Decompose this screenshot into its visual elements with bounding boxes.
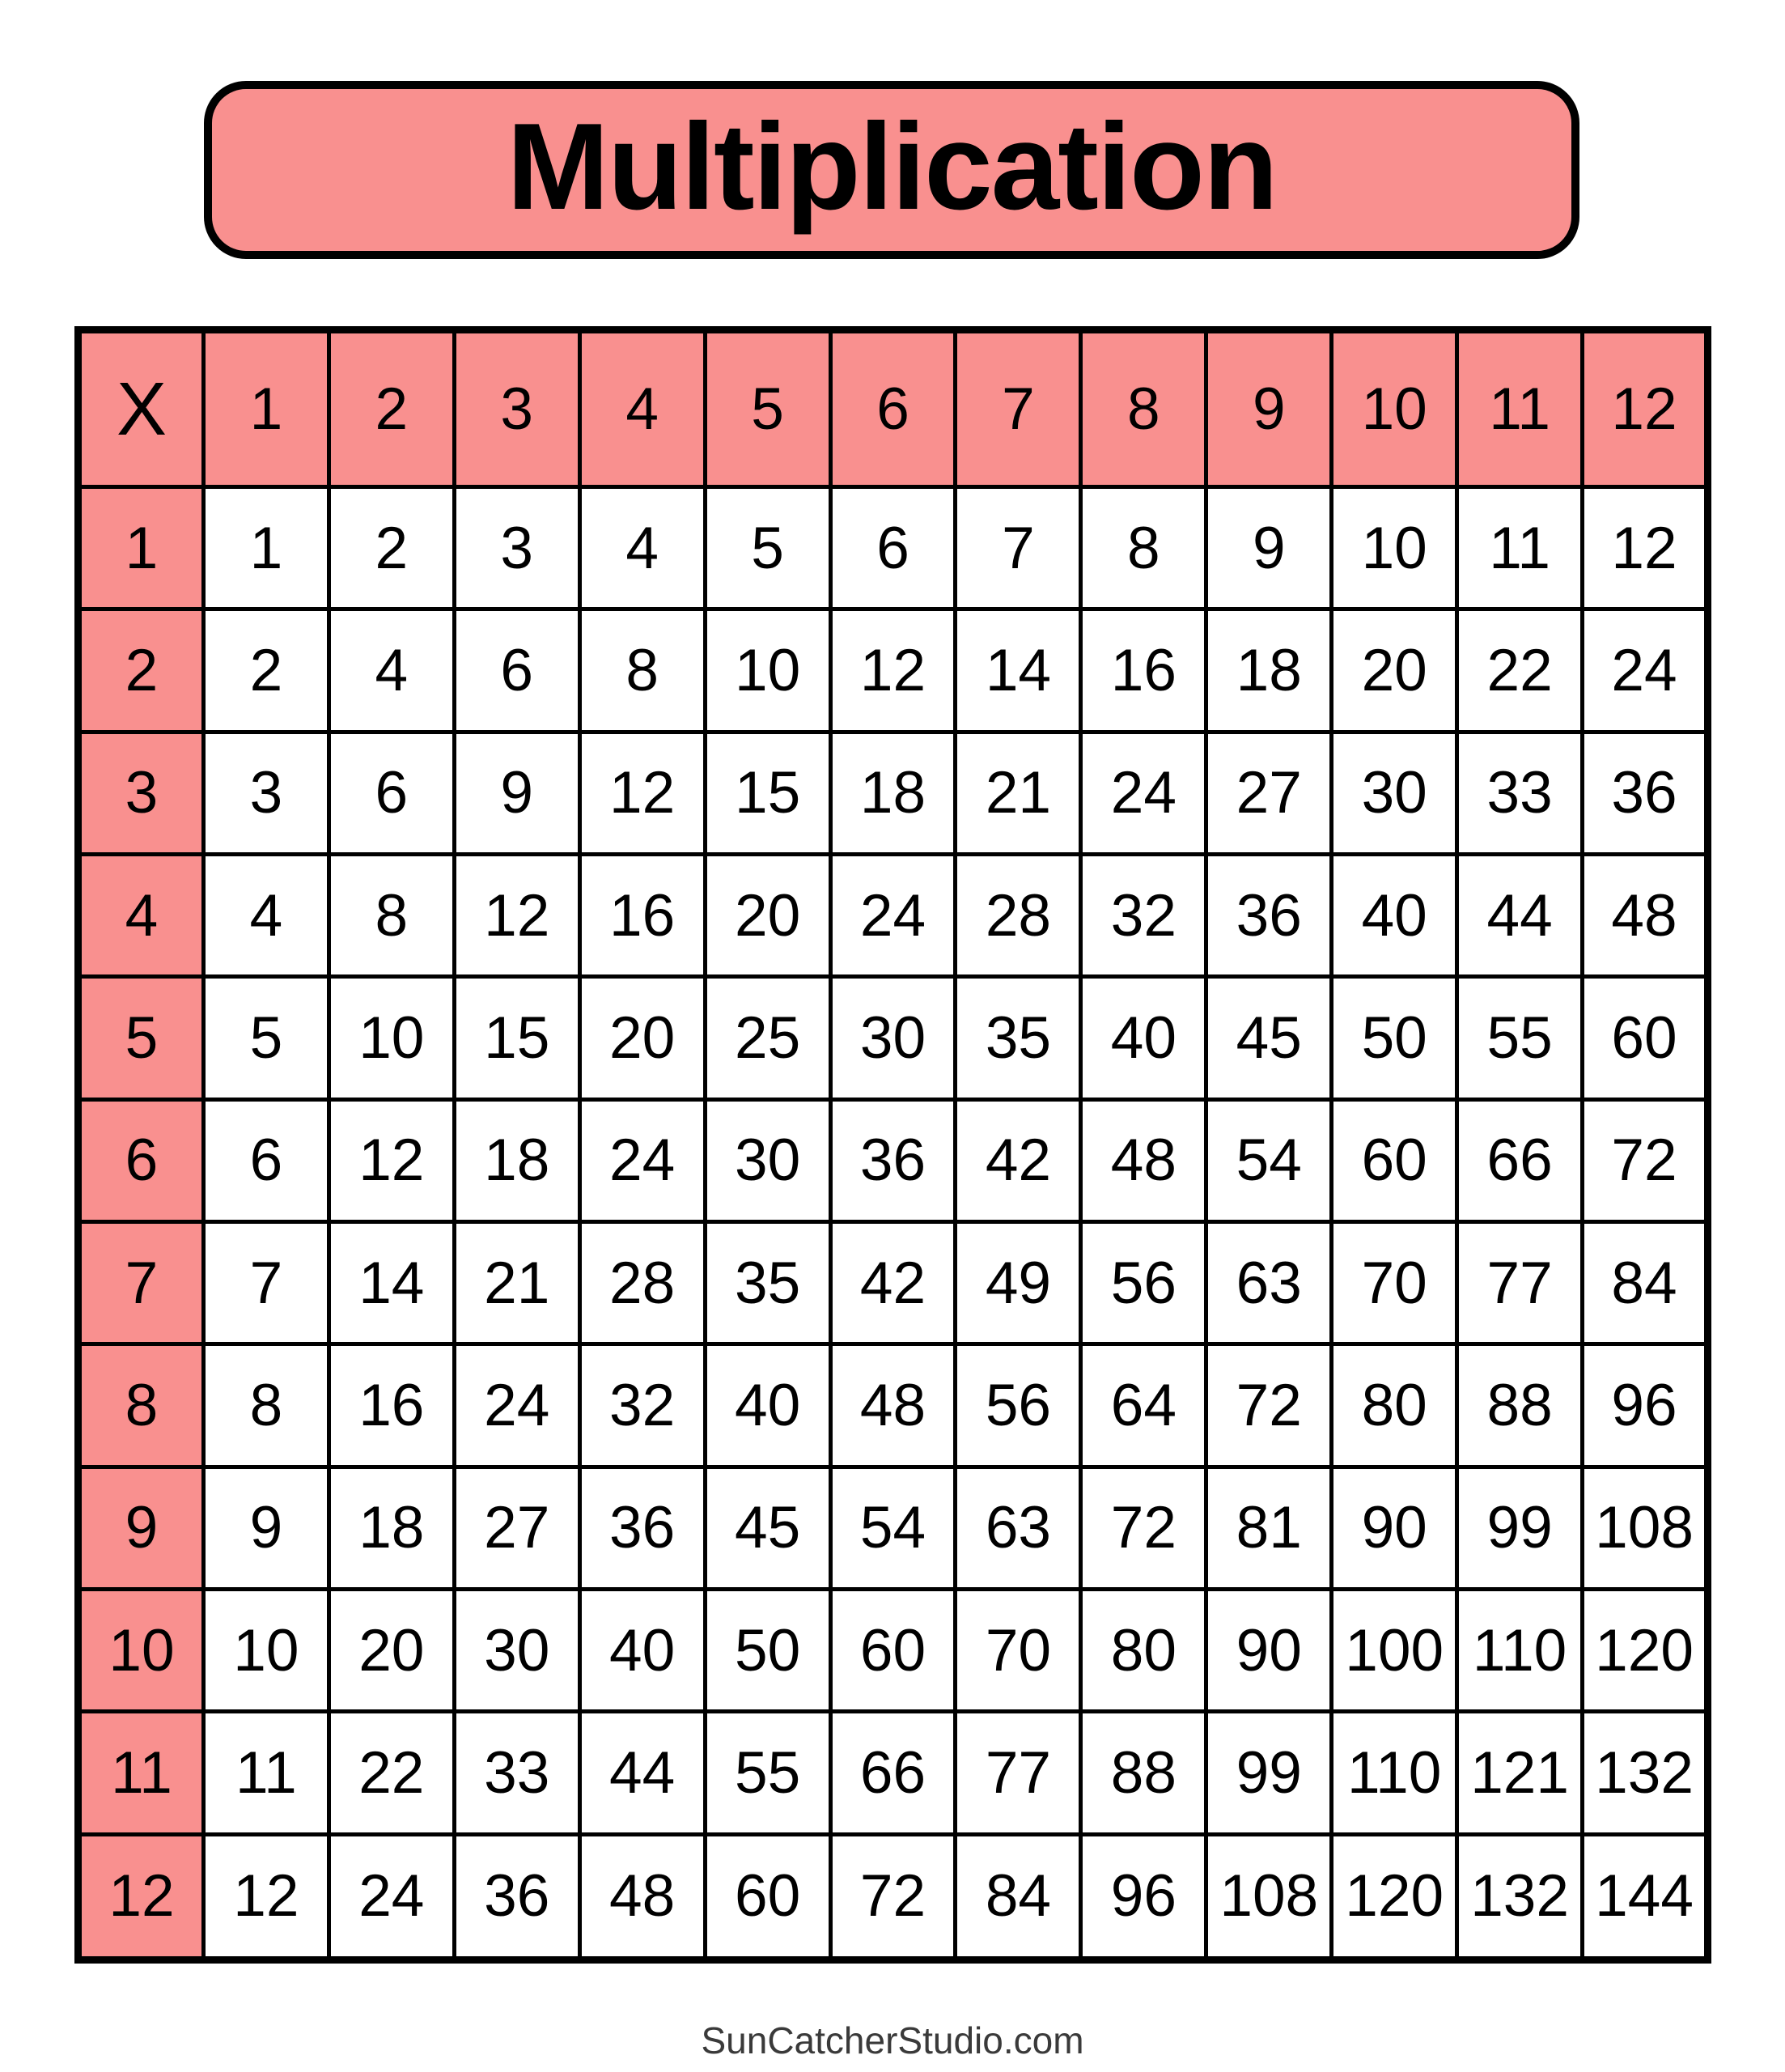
product-cell: 40: [579, 1589, 705, 1711]
product-cell: 12: [830, 609, 956, 732]
product-cell: 63: [1206, 1221, 1332, 1344]
column-header-cell: 2: [329, 330, 454, 487]
product-cell: 12: [579, 732, 705, 854]
product-cell: 28: [579, 1221, 705, 1344]
table-row: [78, 1099, 1708, 1221]
product-cell: 42: [956, 1099, 1081, 1221]
product-cell: 3: [203, 732, 329, 854]
row-header-cell: 4: [78, 855, 204, 977]
product-cell: 110: [1332, 1712, 1457, 1834]
product-cell: 33: [1457, 732, 1583, 854]
product-cell: 72: [830, 1834, 956, 1959]
column-header-cell: 11: [1457, 330, 1583, 487]
product-cell: 55: [1457, 977, 1583, 1099]
product-cell: 24: [1583, 609, 1708, 732]
product-cell: 32: [579, 1344, 705, 1467]
product-cell: 8: [1081, 487, 1206, 609]
product-cell: 56: [1081, 1221, 1206, 1344]
product-cell: 9: [1206, 487, 1332, 609]
table-row: [78, 1834, 1708, 1959]
product-cell: 40: [1081, 977, 1206, 1099]
product-cell: 42: [830, 1221, 956, 1344]
table-row: [78, 1712, 1708, 1834]
product-cell: 14: [329, 1221, 454, 1344]
product-cell: 8: [579, 609, 705, 732]
product-cell: 24: [830, 855, 956, 977]
product-cell: 120: [1332, 1834, 1457, 1959]
row-header-cell: 11: [78, 1712, 204, 1834]
row-header-cell: 8: [78, 1344, 204, 1467]
product-cell: 50: [1332, 977, 1457, 1099]
product-cell: 48: [1081, 1099, 1206, 1221]
product-cell: 6: [203, 1099, 329, 1221]
product-cell: 3: [454, 487, 579, 609]
product-cell: 2: [203, 609, 329, 732]
product-cell: 144: [1583, 1834, 1708, 1959]
product-cell: 10: [329, 977, 454, 1099]
product-cell: 80: [1081, 1589, 1206, 1711]
product-cell: 4: [329, 609, 454, 732]
product-cell: 12: [454, 855, 579, 977]
product-cell: 60: [1332, 1099, 1457, 1221]
product-cell: 70: [956, 1589, 1081, 1711]
product-cell: 21: [454, 1221, 579, 1344]
product-cell: 44: [579, 1712, 705, 1834]
table-row: [78, 977, 1708, 1099]
product-cell: 30: [454, 1589, 579, 1711]
product-cell: 99: [1206, 1712, 1332, 1834]
column-header-cell: 8: [1081, 330, 1206, 487]
column-header-cell: 10: [1332, 330, 1457, 487]
product-cell: 48: [830, 1344, 956, 1467]
product-cell: 18: [329, 1467, 454, 1589]
product-cell: 80: [1332, 1344, 1457, 1467]
product-cell: 72: [1206, 1344, 1332, 1467]
product-cell: 72: [1583, 1099, 1708, 1221]
product-cell: 96: [1081, 1834, 1206, 1959]
product-cell: 5: [705, 487, 830, 609]
product-cell: 132: [1583, 1712, 1708, 1834]
product-cell: 30: [705, 1099, 830, 1221]
product-cell: 6: [329, 732, 454, 854]
product-cell: 90: [1332, 1467, 1457, 1589]
row-header-cell: 12: [78, 1834, 204, 1959]
product-cell: 40: [1332, 855, 1457, 977]
product-cell: 96: [1583, 1344, 1708, 1467]
row-header-cell: 7: [78, 1221, 204, 1344]
product-cell: 77: [1457, 1221, 1583, 1344]
product-cell: 45: [1206, 977, 1332, 1099]
product-cell: 14: [956, 609, 1081, 732]
table-row: [78, 1344, 1708, 1467]
row-header-cell: 5: [78, 977, 204, 1099]
product-cell: 28: [956, 855, 1081, 977]
row-header-cell: 2: [78, 609, 204, 732]
table-row: [78, 1467, 1708, 1589]
product-cell: 24: [1081, 732, 1206, 854]
table-row: [78, 1589, 1708, 1711]
column-header-cell: 7: [956, 330, 1081, 487]
product-cell: 35: [705, 1221, 830, 1344]
table-row: [78, 609, 1708, 732]
product-cell: 24: [579, 1099, 705, 1221]
product-cell: 6: [830, 487, 956, 609]
title-banner: [204, 81, 1579, 259]
product-cell: 88: [1457, 1344, 1583, 1467]
product-cell: 45: [705, 1467, 830, 1589]
product-cell: 40: [705, 1344, 830, 1467]
product-cell: 88: [1081, 1712, 1206, 1834]
product-cell: 72: [1081, 1467, 1206, 1589]
product-cell: 100: [1332, 1589, 1457, 1711]
product-cell: 12: [203, 1834, 329, 1959]
row-header-cell: 9: [78, 1467, 204, 1589]
product-cell: 15: [705, 732, 830, 854]
row-header-cell: 3: [78, 732, 204, 854]
product-cell: 99: [1457, 1467, 1583, 1589]
product-cell: 10: [705, 609, 830, 732]
product-cell: 48: [1583, 855, 1708, 977]
product-cell: 63: [956, 1467, 1081, 1589]
product-cell: 9: [203, 1467, 329, 1589]
product-cell: 7: [956, 487, 1081, 609]
product-cell: 56: [956, 1344, 1081, 1467]
header-row: [78, 330, 1708, 487]
product-cell: 20: [329, 1589, 454, 1711]
table-row: [78, 855, 1708, 977]
product-cell: 10: [1332, 487, 1457, 609]
product-cell: 20: [579, 977, 705, 1099]
product-cell: 120: [1583, 1589, 1708, 1711]
product-cell: 25: [705, 977, 830, 1099]
product-cell: 20: [1332, 609, 1457, 732]
column-header-cell: 9: [1206, 330, 1332, 487]
product-cell: 36: [1206, 855, 1332, 977]
product-cell: 22: [329, 1712, 454, 1834]
product-cell: 121: [1457, 1712, 1583, 1834]
product-cell: 4: [579, 487, 705, 609]
row-header-cell: 1: [78, 487, 204, 609]
product-cell: 84: [1583, 1221, 1708, 1344]
product-cell: 18: [830, 732, 956, 854]
table-row: [78, 487, 1708, 609]
product-cell: 60: [830, 1589, 956, 1711]
product-cell: 32: [1081, 855, 1206, 977]
product-cell: 70: [1332, 1221, 1457, 1344]
product-cell: 18: [454, 1099, 579, 1221]
product-cell: 64: [1081, 1344, 1206, 1467]
product-cell: 33: [454, 1712, 579, 1834]
product-cell: 21: [956, 732, 1081, 854]
product-cell: 108: [1206, 1834, 1332, 1959]
column-header-cell: 1: [203, 330, 329, 487]
product-cell: 108: [1583, 1467, 1708, 1589]
product-cell: 20: [705, 855, 830, 977]
table-row: [78, 1221, 1708, 1344]
product-cell: 30: [830, 977, 956, 1099]
multiplication-table: [74, 326, 1711, 1964]
product-cell: 50: [705, 1589, 830, 1711]
product-cell: 60: [1583, 977, 1708, 1099]
column-header-cell: 3: [454, 330, 579, 487]
product-cell: 5: [203, 977, 329, 1099]
product-cell: 77: [956, 1712, 1081, 1834]
product-cell: 35: [956, 977, 1081, 1099]
row-header-cell: 10: [78, 1589, 204, 1711]
product-cell: 18: [1206, 609, 1332, 732]
product-cell: 8: [329, 855, 454, 977]
product-cell: 12: [329, 1099, 454, 1221]
product-cell: 54: [1206, 1099, 1332, 1221]
product-cell: 11: [203, 1712, 329, 1834]
product-cell: 90: [1206, 1589, 1332, 1711]
column-header-cell: 4: [579, 330, 705, 487]
product-cell: 49: [956, 1221, 1081, 1344]
product-cell: 24: [329, 1834, 454, 1959]
product-cell: 84: [956, 1834, 1081, 1959]
product-cell: 110: [1457, 1589, 1583, 1711]
product-cell: 44: [1457, 855, 1583, 977]
product-cell: 54: [830, 1467, 956, 1589]
product-cell: 12: [1583, 487, 1708, 609]
product-cell: 27: [1206, 732, 1332, 854]
product-cell: 10: [203, 1589, 329, 1711]
multiplication-grid-body: [78, 330, 1708, 1960]
column-header-cell: 12: [1583, 330, 1708, 487]
product-cell: 27: [454, 1467, 579, 1589]
product-cell: 24: [454, 1344, 579, 1467]
column-header-cell: 6: [830, 330, 956, 487]
row-header-cell: 6: [78, 1099, 204, 1221]
product-cell: 2: [329, 487, 454, 609]
product-cell: 7: [203, 1221, 329, 1344]
product-cell: 1: [203, 487, 329, 609]
product-cell: 81: [1206, 1467, 1332, 1589]
product-cell: 16: [1081, 609, 1206, 732]
product-cell: 55: [705, 1712, 830, 1834]
product-cell: 36: [579, 1467, 705, 1589]
product-cell: 11: [1457, 487, 1583, 609]
column-header-cell: 5: [705, 330, 830, 487]
table-row: [78, 732, 1708, 854]
product-cell: 60: [705, 1834, 830, 1959]
product-cell: 36: [830, 1099, 956, 1221]
product-cell: 36: [454, 1834, 579, 1959]
product-cell: 15: [454, 977, 579, 1099]
product-cell: 36: [1583, 732, 1708, 854]
product-cell: 16: [579, 855, 705, 977]
product-cell: 66: [830, 1712, 956, 1834]
product-cell: 132: [1457, 1834, 1583, 1959]
product-cell: 4: [203, 855, 329, 977]
product-cell: 22: [1457, 609, 1583, 732]
product-cell: 30: [1332, 732, 1457, 854]
product-cell: 6: [454, 609, 579, 732]
product-cell: 9: [454, 732, 579, 854]
product-cell: 8: [203, 1344, 329, 1467]
corner-cell: X: [78, 330, 204, 487]
product-cell: 48: [579, 1834, 705, 1959]
product-cell: 16: [329, 1344, 454, 1467]
product-cell: 66: [1457, 1099, 1583, 1221]
page-title: Multiplication: [507, 98, 1277, 236]
footer-credit: SunCatcherStudio.com: [701, 2019, 1084, 2061]
